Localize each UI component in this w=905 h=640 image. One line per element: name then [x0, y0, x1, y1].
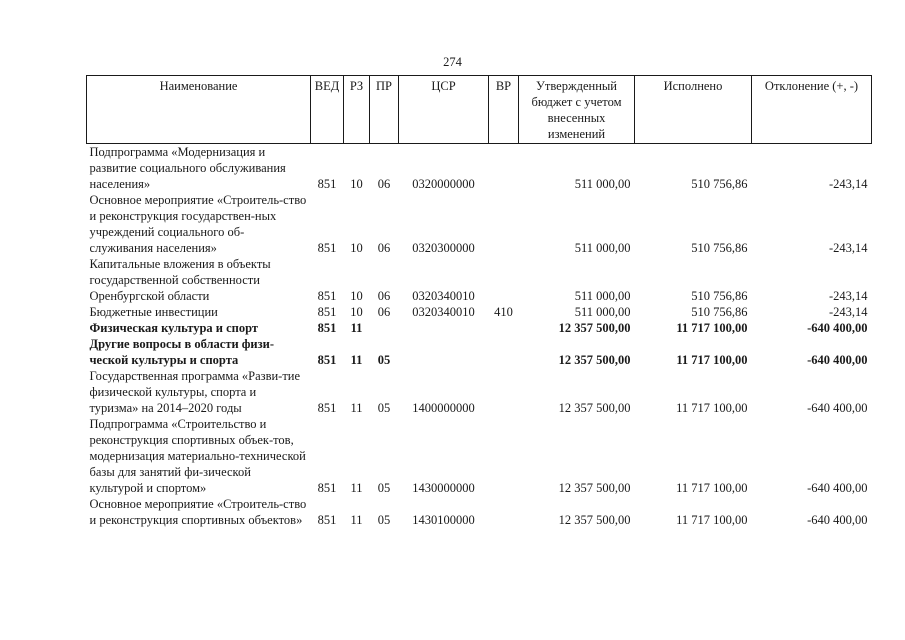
col-header-ved: ВЕД: [311, 76, 344, 144]
cell-deviation: -243,14: [828, 177, 868, 191]
cell-vr: [489, 320, 519, 336]
cell-vr: [489, 416, 519, 496]
cell-csr: 1430100000: [412, 513, 475, 527]
cell-deviation: -640 400,00: [807, 481, 868, 495]
cell-executed: 11 717 100,00: [676, 513, 748, 527]
cell-name: Бюджетные инвестиции: [89, 305, 218, 319]
cell-pr: 05: [377, 401, 391, 415]
col-header-approved: Утвержденный бюджет с учетом внесенных изменений: [519, 76, 635, 144]
cell-approved: 511 000,00: [574, 305, 631, 319]
table-row: [87, 496, 872, 528]
cell-name: Основное мероприятие «Строитель-ство и реконструкция государствен-ных учреждений социального об-служивания населения»: [89, 193, 307, 255]
cell-ved: 851: [317, 305, 337, 319]
cell-name: Основное мероприятие «Строитель-ство и реконструкция спортивных объектов»: [89, 497, 307, 527]
cell-executed: 11 717 100,00: [676, 353, 748, 367]
cell-csr: [399, 320, 489, 336]
col-header-deviation: Отклонение (+, -): [752, 76, 872, 144]
table-row: [87, 336, 872, 368]
cell-csr: 0320340010: [412, 305, 475, 319]
cell-ved: 851: [317, 513, 337, 527]
cell-executed: 11 717 100,00: [676, 321, 748, 335]
cell-deviation: -243,14: [828, 289, 868, 303]
cell-rz: 11: [350, 321, 363, 335]
cell-executed: 11 717 100,00: [676, 481, 748, 495]
page-number: 274: [443, 55, 462, 69]
cell-rz: 10: [350, 177, 363, 191]
cell-pr: 06: [377, 289, 391, 303]
cell-ved: 851: [317, 289, 337, 303]
cell-vr: [489, 336, 519, 368]
cell-pr: 05: [377, 481, 391, 495]
cell-ved: 851: [317, 401, 337, 415]
cell-name: Капитальные вложения в объекты государственной собственности Оренбургской области: [89, 257, 271, 303]
cell-executed: 11 717 100,00: [676, 401, 748, 415]
cell-name: Подпрограмма «Строительство и реконструкция спортивных объек-тов, модернизация материально-технической базы для занятий фи-зической культурой и спортом»: [89, 417, 306, 495]
cell-approved: 12 357 500,00: [558, 481, 631, 495]
cell-approved: 12 357 500,00: [558, 353, 631, 367]
cell-approved: 12 357 500,00: [558, 321, 631, 335]
table-row: [87, 416, 872, 496]
cell-deviation: -640 400,00: [807, 513, 868, 527]
table-row: [87, 320, 872, 336]
cell-name: Физическая культура и спорт: [89, 321, 259, 335]
cell-rz: 10: [350, 305, 363, 319]
cell-rz: 11: [350, 401, 363, 415]
cell-ved: 851: [317, 353, 337, 367]
cell-csr: 1400000000: [412, 401, 475, 415]
cell-ved: 851: [317, 177, 337, 191]
cell-rz: 11: [350, 481, 363, 495]
cell-approved: 511 000,00: [574, 177, 631, 191]
table-row: [87, 256, 872, 304]
table-row: [87, 144, 872, 193]
cell-pr: 05: [377, 513, 391, 527]
cell-deviation: -243,14: [828, 241, 868, 255]
cell-pr: 06: [377, 241, 391, 255]
col-header-csr: ЦСР: [399, 76, 489, 144]
col-header-name: Наименование: [87, 76, 311, 144]
cell-approved: 511 000,00: [574, 241, 631, 255]
cell-vr: [489, 192, 519, 256]
cell-name: Государственная программа «Разви-тие физической культуры, спорта и туризма» на 2014–2020 годы: [89, 369, 301, 415]
cell-vr: [489, 368, 519, 416]
cell-vr: [489, 256, 519, 304]
col-header-pr: ПР: [370, 76, 399, 144]
cell-rz: 11: [350, 513, 363, 527]
cell-ved: 851: [317, 481, 337, 495]
budget-table: [86, 75, 872, 528]
cell-rz: 10: [350, 241, 363, 255]
cell-name: Другие вопросы в области физи-ческой культуры и спорта: [89, 337, 275, 367]
table-row: [87, 368, 872, 416]
col-header-vr: ВР: [489, 76, 519, 144]
cell-vr: [489, 496, 519, 528]
cell-csr: 0320340010: [412, 289, 475, 303]
cell-vr: 410: [494, 305, 513, 319]
cell-pr: 06: [377, 305, 391, 319]
cell-executed: 510 756,86: [691, 241, 748, 255]
cell-approved: 12 357 500,00: [558, 513, 631, 527]
table-body: [87, 144, 872, 529]
col-header-rz: РЗ: [344, 76, 370, 144]
cell-ved: 851: [317, 241, 337, 255]
cell-ved: 851: [317, 321, 337, 335]
cell-csr: [399, 336, 489, 368]
cell-vr: [489, 144, 519, 193]
cell-csr: 0320300000: [412, 241, 475, 255]
cell-rz: 11: [350, 353, 363, 367]
cell-csr: 1430000000: [412, 481, 475, 495]
cell-pr: [370, 320, 399, 336]
cell-csr: 0320000000: [412, 177, 475, 191]
cell-deviation: -640 400,00: [807, 353, 868, 367]
cell-deviation: -640 400,00: [807, 321, 868, 335]
cell-executed: 510 756,86: [691, 177, 748, 191]
table-row: [87, 192, 872, 256]
cell-approved: 511 000,00: [574, 289, 631, 303]
header-row: [87, 76, 872, 144]
cell-name: Подпрограмма «Модернизация и развитие социального обслуживания населения»: [89, 145, 286, 191]
table-row: [87, 304, 872, 320]
cell-rz: 10: [350, 289, 363, 303]
cell-approved: 12 357 500,00: [558, 401, 631, 415]
cell-executed: 510 756,86: [691, 305, 748, 319]
col-header-executed: Исполнено: [635, 76, 752, 144]
cell-pr: 05: [377, 353, 391, 367]
cell-pr: 06: [377, 177, 391, 191]
cell-executed: 510 756,86: [691, 289, 748, 303]
cell-deviation: -640 400,00: [807, 401, 868, 415]
cell-deviation: -243,14: [828, 305, 868, 319]
